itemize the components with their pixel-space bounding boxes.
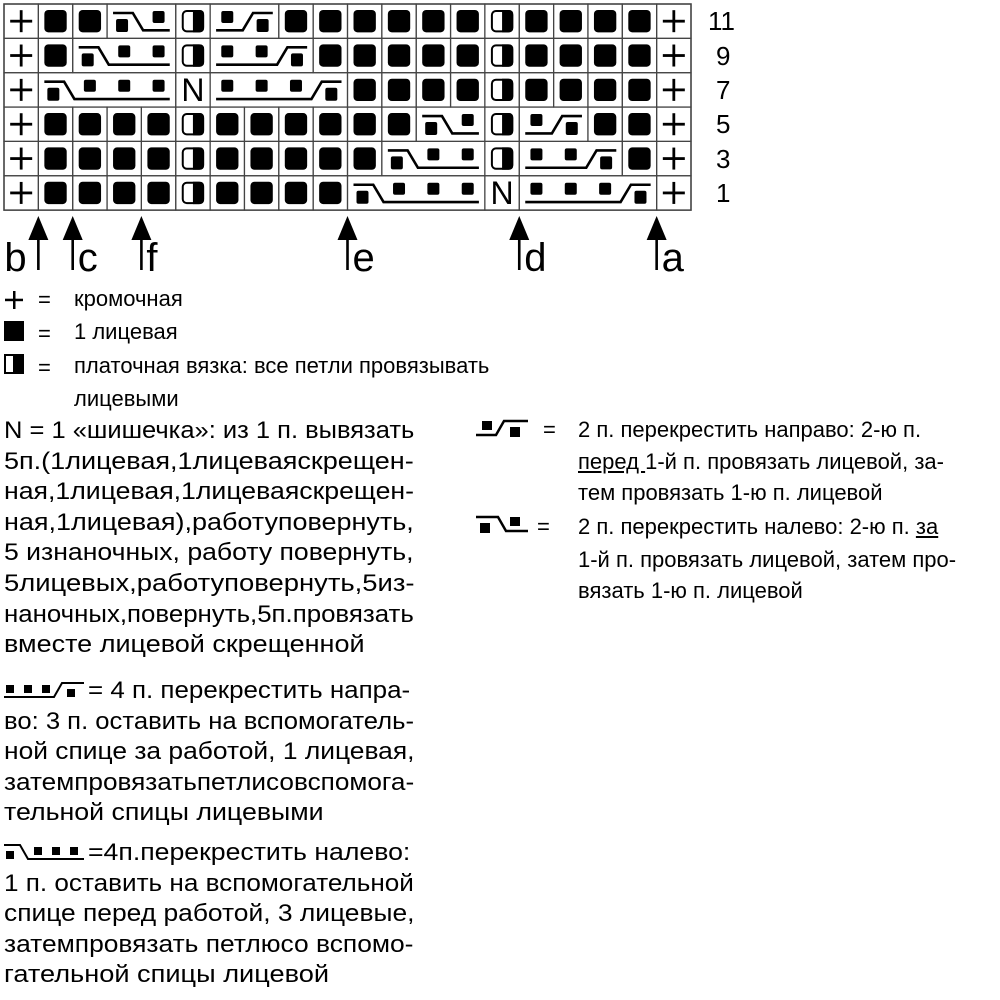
knit-stitch-cell bbox=[285, 147, 307, 169]
legend-bobble-line: ная,1лицевая,1лицеваяскрещен- bbox=[4, 478, 415, 506]
legend-cross4_left-line: затемпровязать петлюсо вспомо- bbox=[4, 930, 414, 958]
cable-4-right-symbol bbox=[4, 680, 88, 702]
bobble-stitch-cell: N bbox=[490, 174, 514, 211]
garter-stitch-cell bbox=[492, 10, 513, 32]
legend-bobble-line: ная,1лицевая),работуповернуть, bbox=[4, 508, 414, 536]
legend-eq: = bbox=[543, 417, 556, 442]
garter-stitch-cell bbox=[183, 147, 204, 169]
knit-stitch-cell bbox=[113, 147, 135, 169]
row-number: 3 bbox=[716, 143, 731, 174]
knit-stitch-cell bbox=[113, 113, 135, 135]
row-number: 9 bbox=[716, 40, 731, 71]
legend-cross4_right-line: = 4 п. перекрестить напра- bbox=[88, 677, 411, 704]
knit-stitch-cell bbox=[525, 10, 547, 32]
knit-stitch-cell bbox=[525, 79, 547, 101]
legend-eq: = bbox=[537, 514, 550, 539]
cable-2-left-symbol bbox=[476, 514, 536, 538]
knit-stitch-cell bbox=[79, 113, 101, 135]
knit-stitch-cell bbox=[319, 147, 341, 169]
legend-cross4_left-line: =4п.перекрестить налево: bbox=[88, 839, 411, 866]
legend-cross2-left-line2: 1-й п. провязать лицевой, затем про- bbox=[578, 547, 957, 572]
arrow-label-a: a bbox=[661, 236, 684, 280]
knit-stitch-cell bbox=[44, 182, 66, 204]
knit-stitch-cell bbox=[354, 79, 376, 101]
knit-stitch-cell bbox=[79, 182, 101, 204]
knit-stitch-cell bbox=[525, 44, 547, 66]
legend-garter-line2: лицевыми bbox=[74, 386, 179, 411]
knit-stitch-cell bbox=[388, 44, 410, 66]
arrow-label-f: f bbox=[146, 236, 158, 280]
garter-stitch-cell bbox=[183, 113, 204, 135]
arrow-label-d: d bbox=[524, 236, 547, 280]
knit-stitch-cell bbox=[285, 10, 307, 32]
legend-cross2-right-line2 bbox=[578, 447, 944, 477]
knit-stitch-cell bbox=[44, 113, 66, 135]
garter-stitch-cell bbox=[492, 44, 513, 66]
knit-stitch-cell bbox=[594, 10, 616, 32]
bobble-stitch-cell: N bbox=[181, 71, 205, 108]
cable-4-left-symbol bbox=[4, 842, 88, 864]
knit-stitch-cell bbox=[457, 10, 479, 32]
legend-cross4_right-line: затемпровязатьпетлисовспомога- bbox=[4, 768, 415, 796]
arrow-b bbox=[28, 216, 48, 270]
knit-stitch-cell bbox=[44, 147, 66, 169]
arrow-label-e: e bbox=[352, 236, 375, 280]
knit-stitch-cell bbox=[594, 44, 616, 66]
knit-stitch-cell bbox=[113, 182, 135, 204]
edge-stitch-symbol bbox=[4, 289, 28, 311]
row-number: 5 bbox=[716, 109, 731, 140]
legend-eq: = bbox=[38, 355, 51, 380]
knit-stitch-cell bbox=[79, 10, 101, 32]
knit-stitch-cell bbox=[216, 182, 238, 204]
knit-stitch-cell bbox=[44, 10, 66, 32]
legend-cross2-right-line3: тем провязать 1-ю п. лицевой bbox=[578, 480, 883, 505]
legend-edge-text: кромочная bbox=[74, 286, 183, 311]
knit-stitch-cell bbox=[628, 147, 650, 169]
knit-stitch-cell bbox=[319, 10, 341, 32]
knit-stitch-cell bbox=[388, 79, 410, 101]
arrow-label-c: c bbox=[77, 236, 98, 280]
legend-garter-line1: платочная вязка: все петли провязывать bbox=[74, 353, 490, 378]
knit-stitch-cell bbox=[285, 182, 307, 204]
legend-bobble-line: 5п.(1лицевая,1лицеваяскрещен- bbox=[4, 447, 414, 475]
knit-stitch-cell bbox=[560, 44, 582, 66]
knit-stitch-symbol bbox=[4, 321, 28, 343]
knit-stitch-cell bbox=[457, 79, 479, 101]
knit-stitch-cell bbox=[422, 79, 444, 101]
legend-bobble-line: 5 изнаночных, работу повернуть, bbox=[4, 539, 414, 567]
row-number: 7 bbox=[716, 74, 731, 105]
legend-cross4_right-line: во: 3 п. оставить на вспомогатель- bbox=[4, 707, 415, 735]
knit-stitch-cell bbox=[216, 147, 238, 169]
legend-eq: = bbox=[38, 287, 51, 312]
knit-stitch-cell bbox=[594, 113, 616, 135]
cable-2-right-symbol bbox=[476, 418, 536, 442]
knit-stitch-cell bbox=[422, 44, 444, 66]
knit-stitch-cell bbox=[354, 147, 376, 169]
knit-stitch-cell bbox=[79, 147, 101, 169]
knit-stitch-cell bbox=[628, 113, 650, 135]
knit-stitch-cell bbox=[285, 113, 307, 135]
knit-stitch-cell bbox=[250, 147, 272, 169]
knit-stitch-cell bbox=[250, 113, 272, 135]
legend-knit-text: 1 лицевая bbox=[74, 319, 178, 344]
legend-cross4_right-line: ной спице за работой, 1 лицевая, bbox=[4, 738, 415, 766]
knit-stitch-cell bbox=[319, 44, 341, 66]
legend-bobble-line: наночных,повернуть,5п.провязать bbox=[4, 600, 414, 628]
garter-stitch-cell bbox=[183, 10, 204, 32]
knit-stitch-cell bbox=[422, 10, 444, 32]
knit-stitch-cell bbox=[628, 10, 650, 32]
knit-stitch-cell bbox=[560, 79, 582, 101]
row-number: 1 bbox=[716, 177, 731, 208]
underlined-word: за bbox=[915, 514, 939, 539]
knit-stitch-cell bbox=[560, 10, 582, 32]
knit-stitch-cell bbox=[457, 44, 479, 66]
garter-stitch-cell bbox=[492, 113, 513, 135]
line-pre: 2 п. перекрестить налево: 2-ю п. bbox=[578, 514, 916, 539]
legend-cross4_right-line: тельной спицы лицевыми bbox=[4, 799, 324, 827]
knit-stitch-cell bbox=[250, 182, 272, 204]
knit-stitch-cell bbox=[147, 113, 169, 135]
underlined-word: перед bbox=[578, 449, 646, 474]
knit-stitch-cell bbox=[594, 79, 616, 101]
knit-stitch-cell bbox=[44, 44, 66, 66]
legend-bobble-line: вместе лицевой скрещенной bbox=[4, 631, 365, 659]
garter-stitch-cell bbox=[183, 44, 204, 66]
knit-stitch-cell bbox=[319, 113, 341, 135]
knitting-chart bbox=[0, 0, 760, 280]
line-rest: 1-й п. провязать лицевой, за- bbox=[645, 449, 944, 474]
chart-row-5 bbox=[4, 107, 691, 141]
legend-cross2-right-line1: 2 п. перекрестить направо: 2-ю п. bbox=[578, 417, 922, 442]
knit-stitch-cell bbox=[628, 79, 650, 101]
legend-cross4_left-line: спице перед работой, 3 лицевые, bbox=[4, 900, 415, 928]
garter-stitch-cell bbox=[492, 147, 513, 169]
row-number: 11 bbox=[708, 6, 735, 37]
garter-stitch-cell bbox=[492, 79, 513, 101]
knit-stitch-cell bbox=[388, 10, 410, 32]
garter-stitch-cell bbox=[183, 182, 204, 204]
chart-row-11 bbox=[4, 4, 691, 38]
knit-stitch-cell bbox=[319, 182, 341, 204]
knit-stitch-cell bbox=[216, 113, 238, 135]
legend-cross4_left-line: 1 п. оставить на вспомогательной bbox=[4, 869, 414, 897]
legend-cross2-left-line3: вязать 1-ю п. лицевой bbox=[578, 578, 803, 603]
knit-stitch-cell bbox=[147, 182, 169, 204]
legend-bobble-line: N = 1 «шишечка»: из 1 п. вывязать bbox=[4, 417, 415, 444]
knit-stitch-cell bbox=[628, 44, 650, 66]
legend-cross2-left-line1 bbox=[578, 512, 938, 542]
knit-stitch-cell bbox=[354, 44, 376, 66]
garter-stitch-symbol bbox=[4, 354, 28, 376]
arrow-label-b: b bbox=[4, 236, 27, 280]
knit-stitch-cell bbox=[354, 113, 376, 135]
legend-bobble-line: 5лицевых,работуповернуть,5из- bbox=[4, 570, 415, 597]
legend-eq: = bbox=[38, 321, 51, 346]
knit-stitch-cell bbox=[388, 113, 410, 135]
knit-stitch-cell bbox=[147, 147, 169, 169]
legend-cross4_left-line: гательной спицы лицевой bbox=[4, 961, 330, 989]
knit-stitch-cell bbox=[354, 10, 376, 32]
